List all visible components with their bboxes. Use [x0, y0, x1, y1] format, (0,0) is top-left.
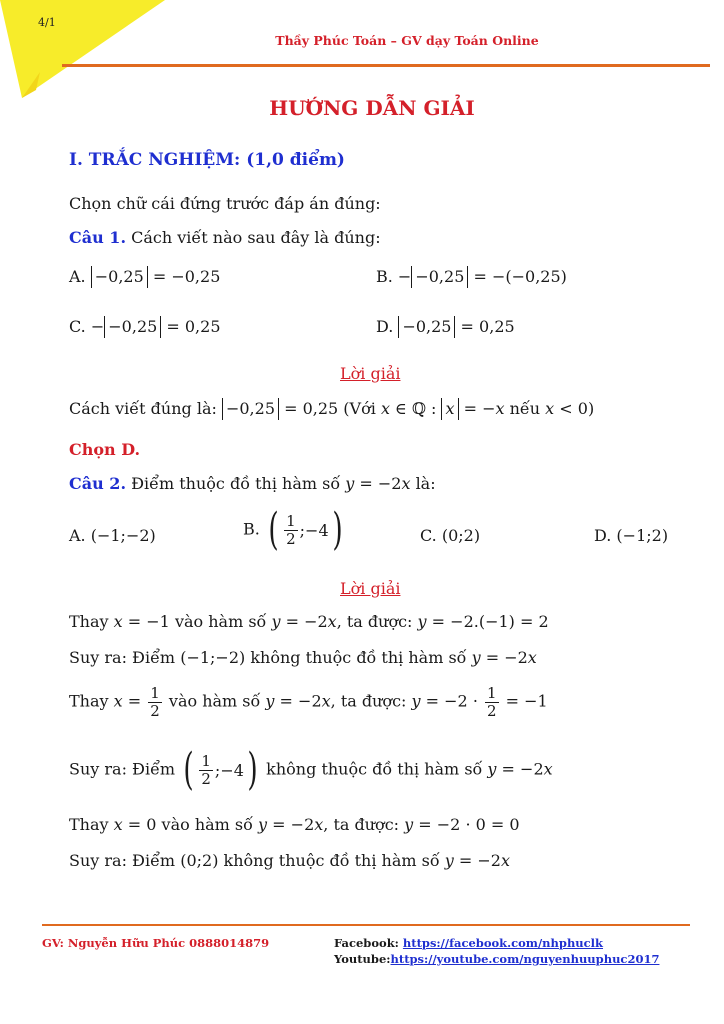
- q2-option-b: B. ( $\frac{1}{2}$ ;−4 ): [243, 504, 343, 555]
- q1-option-a: A. −0,25 = −0,25: [69, 267, 221, 286]
- question-1-text: Cách viết nào sau đây là đúng:: [131, 228, 381, 247]
- q1-answer: Chọn D.: [69, 440, 141, 459]
- q2-solution-heading: Lời giải: [340, 579, 401, 598]
- footer-links: [334, 935, 659, 967]
- facebook-label: Facebook:: [334, 936, 399, 950]
- q2-solution-line-1: Thay x = −1 vào hàm số y = −2x, ta được: y = −2.(−1) = 2: [69, 612, 549, 631]
- footer-divider: [42, 924, 690, 926]
- q1-option-d: D. −0,25 = 0,25: [376, 317, 515, 336]
- q2-option-a: A. (−1;−2): [69, 526, 156, 545]
- q2-solution-line-2: Suy ra: Điểm (−1;−2) không thuộc đồ thị hàm số y = −2x: [69, 648, 537, 667]
- q2-option-d: D. (−1;2): [594, 526, 669, 545]
- instruction: Chọn chữ cái đứng trước đáp án đúng:: [69, 194, 381, 213]
- footer-teacher: GV: Nguyễn Hữu Phúc 0888014879: [42, 936, 270, 950]
- question-2-label: Câu 2.: [69, 474, 127, 493]
- q1-solution: Cách viết đúng là: −0,25 = 0,25 (Với x ∈ ℚ : x = −x nếu x < 0): [69, 399, 595, 418]
- page-title: HƯỚNG DẪN GIẢI: [269, 96, 475, 120]
- q2-solution-line-3: Thay x = $\frac{1}{2}$ vào hàm số y = −2x, ta được: y = −2 · $\frac{1}{2}$ = −1: [69, 684, 548, 720]
- question-1-label: Câu 1.: [69, 228, 127, 247]
- page-number: 4/1: [38, 16, 56, 29]
- q1-solution-heading: Lời giải: [340, 364, 401, 383]
- q2-solution-line-4: Suy ra: Điểm ( $\frac{1}{2}$ ;−4 ) không thuộc đồ thị hàm số y = −2x: [69, 744, 553, 795]
- q1-option-c: C. − −0,25 = 0,25: [69, 317, 221, 336]
- youtube-label: Youtube:: [334, 952, 391, 966]
- header-divider: [62, 64, 710, 67]
- section-heading: I. TRẮC NGHIỆM: (1,0 điểm): [69, 150, 345, 170]
- q1-option-b: B. − −0,25 = −(−0,25): [376, 267, 567, 286]
- question-2: Câu 2. Điểm thuộc đồ thị hàm số y = −2x là:: [69, 474, 436, 493]
- corner-decoration: [0, 0, 180, 110]
- header-title: Thầy Phúc Toán – GV dạy Toán Online: [275, 33, 539, 48]
- q2-option-c: C. (0;2): [420, 526, 481, 545]
- facebook-link[interactable]: https://facebook.com/nhphuclk: [402, 936, 604, 950]
- youtube-link[interactable]: https://youtube.com/nguyenhuuphuc2017: [390, 952, 660, 966]
- question-1: [69, 228, 381, 247]
- q2-solution-line-6: Suy ra: Điểm (0;2) không thuộc đồ thị hàm số y = −2x: [69, 851, 510, 870]
- q2-solution-line-5: Thay x = 0 vào hàm số y = −2x, ta được: y = −2 · 0 = 0: [69, 815, 520, 834]
